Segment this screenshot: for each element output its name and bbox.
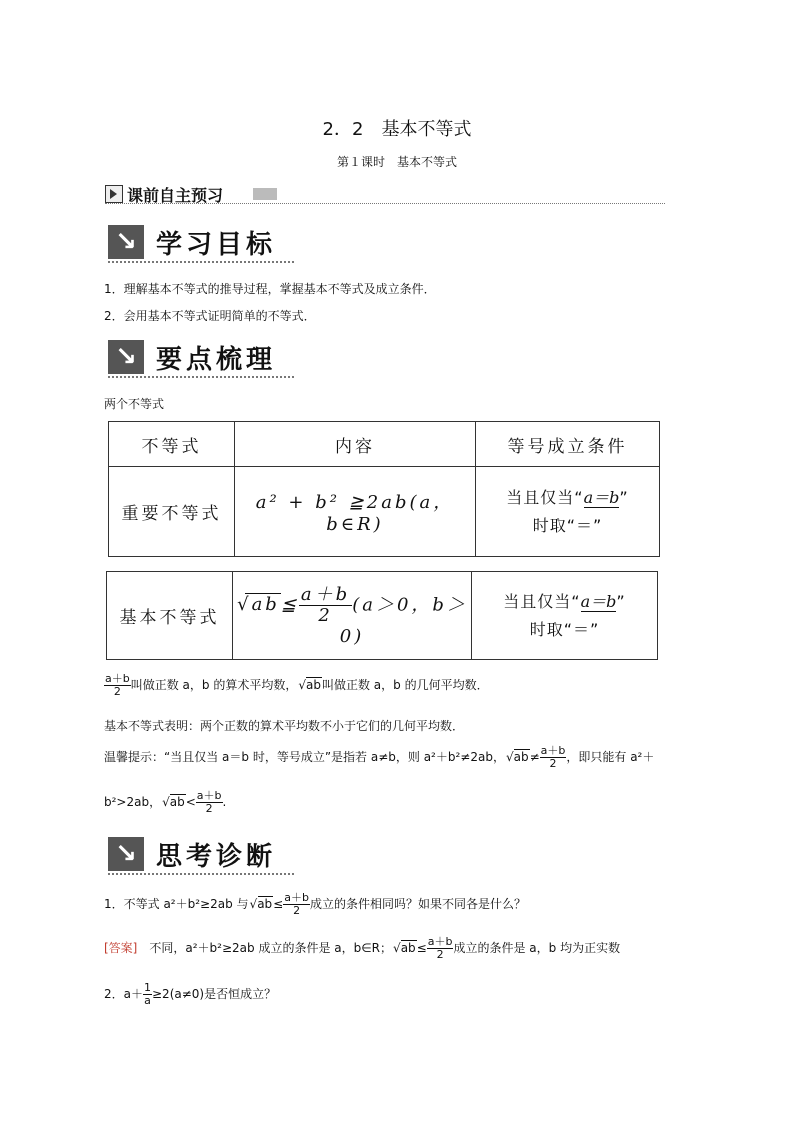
statement-text: 基本不等式表明：两个正数的算术平均数不小于它们的几何平均数． [104,719,465,733]
double-chevron-icon: ↘ [108,837,144,871]
mean-definition: $\frac{a+b}{2}$ 叫做正数 a，b 的算术平均数，√ ab叫做正数 a，b 的几何平均数． [104,673,489,698]
important-inequality-table [108,421,660,557]
heading-points-text: 要点梳理 [156,345,277,375]
page-subtitle: 第１课时 基本不等式 [336,155,457,169]
row-name: 基本不等式 [107,572,233,660]
question-2: 2．a＋ $\frac{1}{a}$ ≥2(a≠0)是否恒成立？ [104,981,277,1007]
header-condition: 等号成立条件 [476,422,660,467]
row-content: √ ab≦ $\frac{a+b}{2}(a>0$，b＞0) [233,572,472,660]
play-icon [105,185,123,203]
header-inequality: 不等式 [109,422,235,467]
question-1: 1．不等式 a²＋b²≥2ab 与√ ab≤ $\frac{a+b}{2}$ 成立的条件相同吗？如果不同各是什么？ [104,892,526,917]
goal-item: 2．会用基本不等式证明简单的不等式． [104,309,316,323]
goal-item: 1．理解基本不等式的推导过程，掌握基本不等式及成立条件． [104,282,436,296]
header-content: 内容 [235,422,476,467]
section-bar-decoration [253,188,277,200]
heading-diagnose-text: 思考诊断 [156,842,277,872]
section-bar [105,183,665,204]
row-name: 重要不等式 [109,467,235,557]
answer-1: [答案] 不同，a²＋b²≥2ab 成立的条件是 a，b∈R；√ ab≤ $\frac{a+b}{2}$ 成立的条件是 a，b 均为正实数 [104,936,620,961]
double-chevron-icon: ↘ [108,340,144,374]
row-condition: 当且仅当“a＝b” 时取“＝” [476,467,660,557]
tip-line-2: b²>2ab，√ ab< $\frac{a+b}{2}$ . [104,790,226,815]
page-title: 2．2 基本不等式 [322,119,472,140]
row-content: a² + b² ≧2ab(a，b∈R) [235,467,476,557]
answer-tag: [答案] [104,941,138,955]
intro-text: 两个不等式 [104,397,165,411]
section-title: 课前自主预习 [127,186,224,205]
row-condition: 当且仅当“a＝b” 时取“＝” [472,572,658,660]
basic-inequality-table [106,571,658,660]
tip-line-1: 温馨提示：“当且仅当 a＝b 时，等号成立”是指若 a≠b，则 a²＋b²≠2ab，√ ab≠ $\frac{a+b}{2}$ ，即只能有 a²＋ [104,745,654,770]
double-chevron-icon: ↘ [108,225,144,259]
heading-goals-text: 学习目标 [156,230,277,260]
